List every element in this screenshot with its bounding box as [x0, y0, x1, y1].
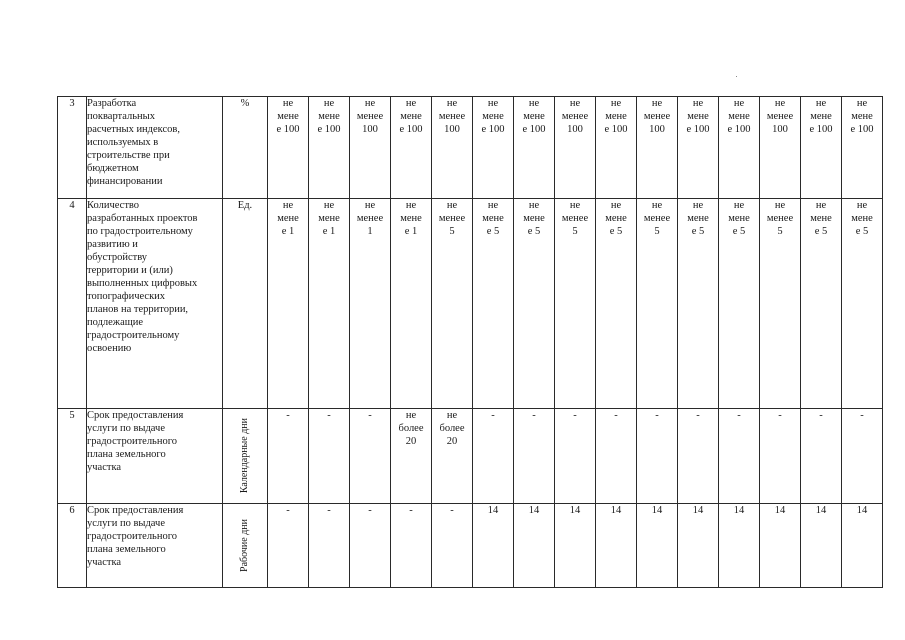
- value-line: менее: [561, 213, 589, 224]
- value-line: мене: [810, 213, 832, 224]
- value-cell: [391, 504, 432, 588]
- value-cell: [432, 97, 473, 199]
- value-line: мене: [851, 213, 873, 224]
- indicator-name-line: выполненных цифровых: [87, 278, 198, 289]
- value-line: -: [368, 410, 372, 421]
- value-line: -: [491, 410, 495, 421]
- value-cell: [842, 504, 883, 588]
- value-line: мене: [523, 111, 545, 122]
- value-cell: [391, 409, 432, 504]
- value-line: мене: [728, 111, 750, 122]
- value-line: менее: [438, 213, 466, 224]
- indicator-name-line: градостроительному: [87, 330, 180, 341]
- value-cell: [350, 504, 391, 588]
- value-line: 14: [856, 505, 868, 516]
- value-line: мене: [400, 213, 422, 224]
- value-line: не: [405, 98, 417, 109]
- value-cell: [391, 97, 432, 199]
- value-line: 14: [774, 505, 786, 516]
- indicator-name-line: территории и (или): [87, 265, 173, 276]
- value-line: 20: [405, 436, 417, 447]
- table-row: [58, 504, 883, 588]
- value-line: не: [610, 200, 622, 211]
- value-line: не: [774, 200, 786, 211]
- value-line: менее: [766, 213, 794, 224]
- indicator-name-line: обустройству: [87, 252, 148, 263]
- value-line: 14: [815, 505, 827, 516]
- value-line: не: [651, 98, 663, 109]
- value-line: е 1: [404, 226, 418, 237]
- indicator-name-line: поквартальных: [87, 111, 155, 122]
- indicator-name-line: плана земельного: [87, 449, 166, 460]
- value-cell: [473, 409, 514, 504]
- value-line: 5: [449, 226, 455, 237]
- value-line: мене: [318, 111, 340, 122]
- value-line: 14: [610, 505, 622, 516]
- value-cell: [350, 199, 391, 409]
- value-line: 5: [777, 226, 783, 237]
- value-cell: [432, 409, 473, 504]
- indicator-name-line: Срок предоставления: [87, 410, 184, 421]
- value-line: мене: [318, 213, 340, 224]
- value-line: -: [286, 505, 290, 516]
- value-line: не: [405, 200, 417, 211]
- value-cell: [350, 409, 391, 504]
- value-cell: [719, 97, 760, 199]
- value-line: -: [860, 410, 864, 421]
- row-number: 3: [58, 97, 87, 199]
- value-cell: [473, 504, 514, 588]
- value-cell: [801, 199, 842, 409]
- indicator-name-line: финансировании: [87, 176, 163, 187]
- value-line: е 1: [281, 226, 295, 237]
- value-line: -: [368, 505, 372, 516]
- value-line: менее: [643, 213, 671, 224]
- value-line: не: [856, 200, 868, 211]
- value-cell: [596, 97, 637, 199]
- indicator-name-line: расчетных индексов,: [87, 124, 181, 135]
- unit-label: %: [240, 98, 250, 109]
- value-line: не: [446, 410, 458, 421]
- value-cell: [268, 409, 309, 504]
- value-line: 100: [649, 124, 665, 135]
- value-line: мене: [277, 111, 299, 122]
- value-cell: [842, 409, 883, 504]
- indicator-name-line: строительстве при: [87, 150, 170, 161]
- value-line: не: [528, 98, 540, 109]
- value-line: не: [856, 98, 868, 109]
- value-line: 14: [487, 505, 499, 516]
- value-cell: [432, 504, 473, 588]
- value-line: мене: [810, 111, 832, 122]
- value-line: не: [733, 98, 745, 109]
- value-line: не: [815, 98, 827, 109]
- indicator-name-line: развитию и: [87, 239, 138, 250]
- indicator-name-line: подлежащие: [87, 317, 144, 328]
- value-line: -: [327, 505, 331, 516]
- value-line: мене: [851, 111, 873, 122]
- value-cell: [760, 199, 801, 409]
- value-line: мене: [687, 213, 709, 224]
- value-cell: [514, 199, 555, 409]
- value-cell: [596, 504, 637, 588]
- table-row: [58, 409, 883, 504]
- value-cell: [268, 504, 309, 588]
- scan-speck: [736, 76, 737, 77]
- value-cell: [309, 199, 350, 409]
- indicator-name: [87, 97, 223, 199]
- value-cell: [719, 199, 760, 409]
- value-cell: [760, 409, 801, 504]
- value-line: е 100: [317, 124, 341, 135]
- value-cell: [473, 199, 514, 409]
- value-cell: [350, 97, 391, 199]
- value-line: е 5: [527, 226, 541, 237]
- value-line: е 100: [727, 124, 751, 135]
- value-cell: [309, 97, 350, 199]
- value-line: более: [439, 423, 465, 434]
- value-line: 14: [733, 505, 745, 516]
- value-line: е 5: [855, 226, 869, 237]
- value-line: -: [614, 410, 618, 421]
- indicator-name-line: Срок предоставления: [87, 505, 184, 516]
- value-line: не: [774, 98, 786, 109]
- value-cell: [514, 409, 555, 504]
- row-number: 6: [58, 504, 87, 588]
- value-line: 100: [772, 124, 788, 135]
- value-line: более: [398, 423, 424, 434]
- value-line: не: [405, 410, 417, 421]
- value-line: -: [327, 410, 331, 421]
- value-line: е 100: [686, 124, 710, 135]
- value-line: 14: [692, 505, 704, 516]
- value-line: не: [487, 98, 499, 109]
- unit-of-measure: [223, 409, 268, 504]
- value-cell: [801, 409, 842, 504]
- value-line: не: [323, 200, 335, 211]
- indicator-name-line: градостроительного: [87, 436, 178, 447]
- value-line: мене: [482, 111, 504, 122]
- value-cell: [760, 504, 801, 588]
- value-cell: [309, 504, 350, 588]
- value-line: менее: [356, 213, 384, 224]
- value-line: -: [409, 505, 413, 516]
- indicator-name-line: Количество: [87, 200, 140, 211]
- indicators-table: [57, 96, 883, 588]
- value-cell: [555, 199, 596, 409]
- value-line: менее: [766, 111, 794, 122]
- value-line: не: [364, 200, 376, 211]
- value-line: е 5: [691, 226, 705, 237]
- unit-label: Рабочие дни: [239, 519, 250, 572]
- indicator-name-line: планов на территории,: [87, 304, 189, 315]
- indicator-name-line: разработанных проектов: [87, 213, 198, 224]
- value-cell: [842, 97, 883, 199]
- indicator-name-line: используемых в: [87, 137, 159, 148]
- value-line: не: [692, 200, 704, 211]
- value-cell: [801, 504, 842, 588]
- value-line: е 100: [276, 124, 300, 135]
- value-line: -: [286, 410, 290, 421]
- value-line: 14: [651, 505, 663, 516]
- indicator-name-line: бюджетном: [87, 163, 139, 174]
- unit-label: Ед.: [237, 200, 253, 211]
- value-line: мене: [400, 111, 422, 122]
- value-cell: [514, 97, 555, 199]
- value-line: е 100: [604, 124, 628, 135]
- value-line: не: [610, 98, 622, 109]
- value-cell: [268, 97, 309, 199]
- indicator-name-line: участка: [87, 557, 122, 568]
- unit-of-measure: [223, 97, 268, 199]
- value-line: 100: [444, 124, 460, 135]
- value-line: -: [532, 410, 536, 421]
- indicator-name-line: освоению: [87, 343, 132, 354]
- value-line: 5: [572, 226, 578, 237]
- value-cell: [842, 199, 883, 409]
- value-line: е 1: [322, 226, 336, 237]
- value-line: не: [282, 98, 294, 109]
- value-line: 100: [567, 124, 583, 135]
- value-line: е 100: [850, 124, 874, 135]
- value-cell: [596, 409, 637, 504]
- value-line: мене: [687, 111, 709, 122]
- indicator-name: [87, 409, 223, 504]
- indicator-name-line: плана земельного: [87, 544, 166, 555]
- indicator-name-line: услуги по выдаче: [87, 518, 165, 529]
- value-line: е 100: [481, 124, 505, 135]
- value-line: -: [737, 410, 741, 421]
- value-line: е 100: [522, 124, 546, 135]
- unit-label: Календарные дни: [239, 418, 250, 494]
- value-cell: [637, 409, 678, 504]
- value-line: не: [569, 200, 581, 211]
- indicator-name-line: услуги по выдаче: [87, 423, 165, 434]
- value-line: не: [323, 98, 335, 109]
- value-line: не: [815, 200, 827, 211]
- value-cell: [432, 199, 473, 409]
- value-line: не: [282, 200, 294, 211]
- indicator-name-line: Разработка: [87, 98, 137, 109]
- value-cell: [678, 97, 719, 199]
- value-line: 14: [569, 505, 581, 516]
- value-cell: [678, 409, 719, 504]
- value-cell: [514, 504, 555, 588]
- value-line: мене: [523, 213, 545, 224]
- value-line: -: [819, 410, 823, 421]
- value-cell: [473, 97, 514, 199]
- value-cell: [678, 199, 719, 409]
- value-cell: [678, 504, 719, 588]
- row-number: 4: [58, 199, 87, 409]
- value-line: е 5: [732, 226, 746, 237]
- indicator-name-line: топографических: [87, 291, 166, 302]
- value-line: 1: [367, 226, 373, 237]
- value-cell: [596, 199, 637, 409]
- value-line: не: [487, 200, 499, 211]
- value-line: е 100: [809, 124, 833, 135]
- value-cell: [637, 199, 678, 409]
- value-cell: [391, 199, 432, 409]
- value-cell: [555, 504, 596, 588]
- value-line: -: [655, 410, 659, 421]
- value-cell: [637, 97, 678, 199]
- value-cell: [555, 97, 596, 199]
- indicator-name-line: градостроительного: [87, 531, 178, 542]
- value-line: не: [446, 98, 458, 109]
- value-line: мене: [482, 213, 504, 224]
- unit-of-measure: [223, 199, 268, 409]
- unit-of-measure: [223, 504, 268, 588]
- value-line: мене: [605, 213, 627, 224]
- value-line: менее: [643, 111, 671, 122]
- value-cell: [268, 199, 309, 409]
- indicator-name-line: участка: [87, 462, 122, 473]
- value-line: не: [446, 200, 458, 211]
- table-row: [58, 199, 883, 409]
- value-line: мене: [605, 111, 627, 122]
- value-cell: [760, 97, 801, 199]
- value-cell: [555, 409, 596, 504]
- indicator-name: [87, 504, 223, 588]
- value-line: не: [528, 200, 540, 211]
- value-cell: [801, 97, 842, 199]
- indicator-name: [87, 199, 223, 409]
- value-cell: [309, 409, 350, 504]
- value-line: е 5: [609, 226, 623, 237]
- value-line: 100: [362, 124, 378, 135]
- value-line: 14: [528, 505, 540, 516]
- value-line: 20: [446, 436, 458, 447]
- value-line: -: [696, 410, 700, 421]
- value-line: мене: [277, 213, 299, 224]
- value-cell: [637, 504, 678, 588]
- value-line: менее: [356, 111, 384, 122]
- value-line: менее: [561, 111, 589, 122]
- value-line: не: [364, 98, 376, 109]
- indicator-name-line: по градостроительному: [87, 226, 193, 237]
- row-number: 5: [58, 409, 87, 504]
- value-line: е 5: [814, 226, 828, 237]
- value-cell: [719, 409, 760, 504]
- value-line: -: [450, 505, 454, 516]
- value-line: не: [692, 98, 704, 109]
- value-line: не: [569, 98, 581, 109]
- value-cell: [719, 504, 760, 588]
- value-line: -: [778, 410, 782, 421]
- value-line: е 5: [486, 226, 500, 237]
- value-line: мене: [728, 213, 750, 224]
- value-line: не: [651, 200, 663, 211]
- value-line: -: [573, 410, 577, 421]
- table-row: [58, 97, 883, 199]
- value-line: менее: [438, 111, 466, 122]
- value-line: е 100: [399, 124, 423, 135]
- value-line: 5: [654, 226, 660, 237]
- value-line: не: [733, 200, 745, 211]
